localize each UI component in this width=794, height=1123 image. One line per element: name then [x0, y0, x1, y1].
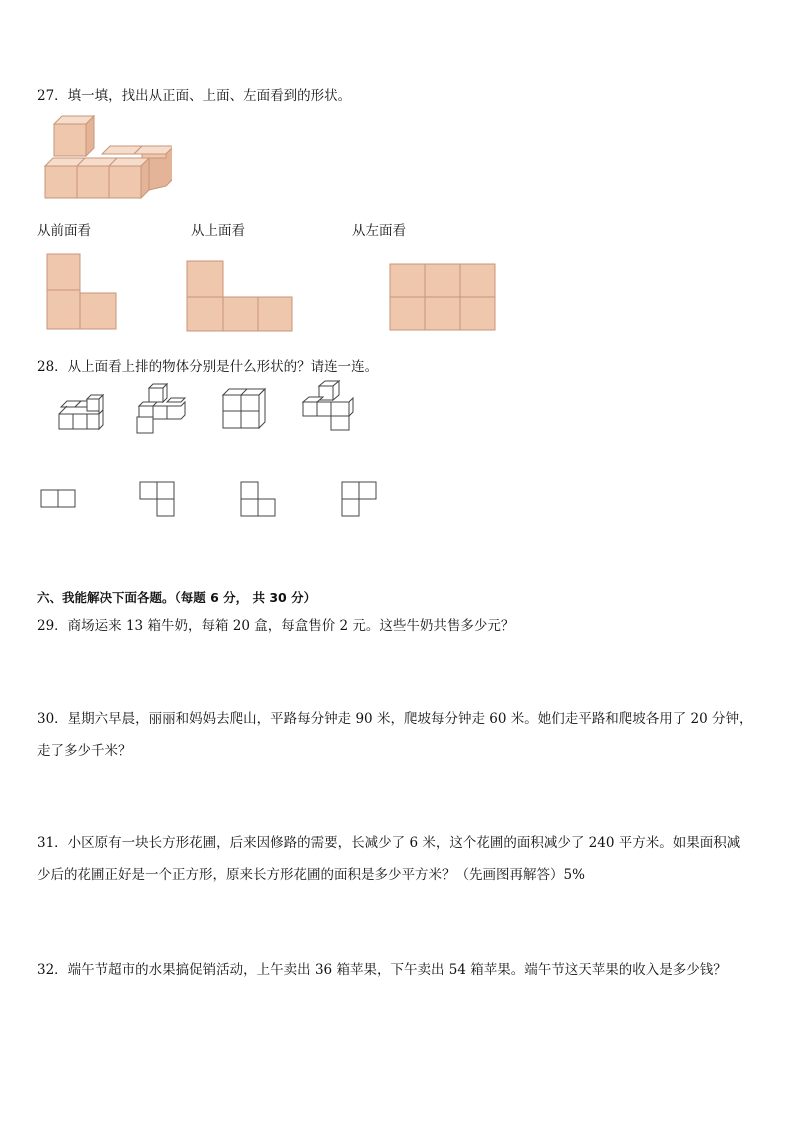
q28-shape-d — [341, 481, 379, 519]
q28-shape-a — [40, 489, 78, 509]
q28-solid-4 — [299, 380, 355, 432]
view-label-left: 从左面看 — [352, 223, 406, 239]
q28-solid-2 — [135, 383, 187, 435]
question-29-text: 29．商场运来 13 箱牛奶，每箱 20 盒，每盒售价 2 元。这些牛奶共售多少元？ — [37, 618, 515, 634]
question-30-line-2: 走了多少千米？ — [37, 743, 132, 759]
q27-cube-figure — [40, 112, 172, 204]
top-view-shape — [186, 260, 294, 332]
q28-solid-3 — [219, 386, 269, 432]
question-27-text: 27．填一填，找出从正面、上面、左面看到的形状。 — [37, 88, 352, 104]
question-30-line-1: 30．星期六早晨，丽丽和妈妈去爬山，平路每分钟走 90 米，爬坡每分钟走 60 米。她们走平路和爬坡各用了 20 分钟， — [37, 711, 753, 727]
question-31-line-1: 31．小区原有一块长方形花圃，后来因修路的需要，长减少了 6 米，这个花圃的面积减少了 240 平方米。如果面积减 — [37, 835, 741, 851]
left-view-shape — [389, 263, 497, 333]
view-label-front: 从前面看 — [37, 223, 91, 239]
view-label-top: 从上面看 — [191, 223, 245, 239]
section-6-heading: 六、我能解决下面各题。（每题 6 分， 共 30 分） — [37, 590, 317, 605]
q28-shape-b — [139, 481, 177, 519]
question-28-text: 28．从上面看上排的物体分别是什么形状的？请连一连。 — [37, 359, 379, 375]
q28-solid-1 — [55, 392, 105, 432]
question-31-line-2: 少后的花圃正好是一个正方形，原来长方形花圃的面积是多少平方米？（先画图再解答）5% — [37, 867, 585, 883]
question-32-text: 32．端午节超市的水果搞促销活动，上午卖出 36 箱苹果，下午卖出 54 箱苹果。端午节这天苹果的收入是多少钱？ — [37, 962, 727, 978]
front-view-shape — [46, 253, 120, 331]
q28-shape-c — [240, 481, 278, 519]
